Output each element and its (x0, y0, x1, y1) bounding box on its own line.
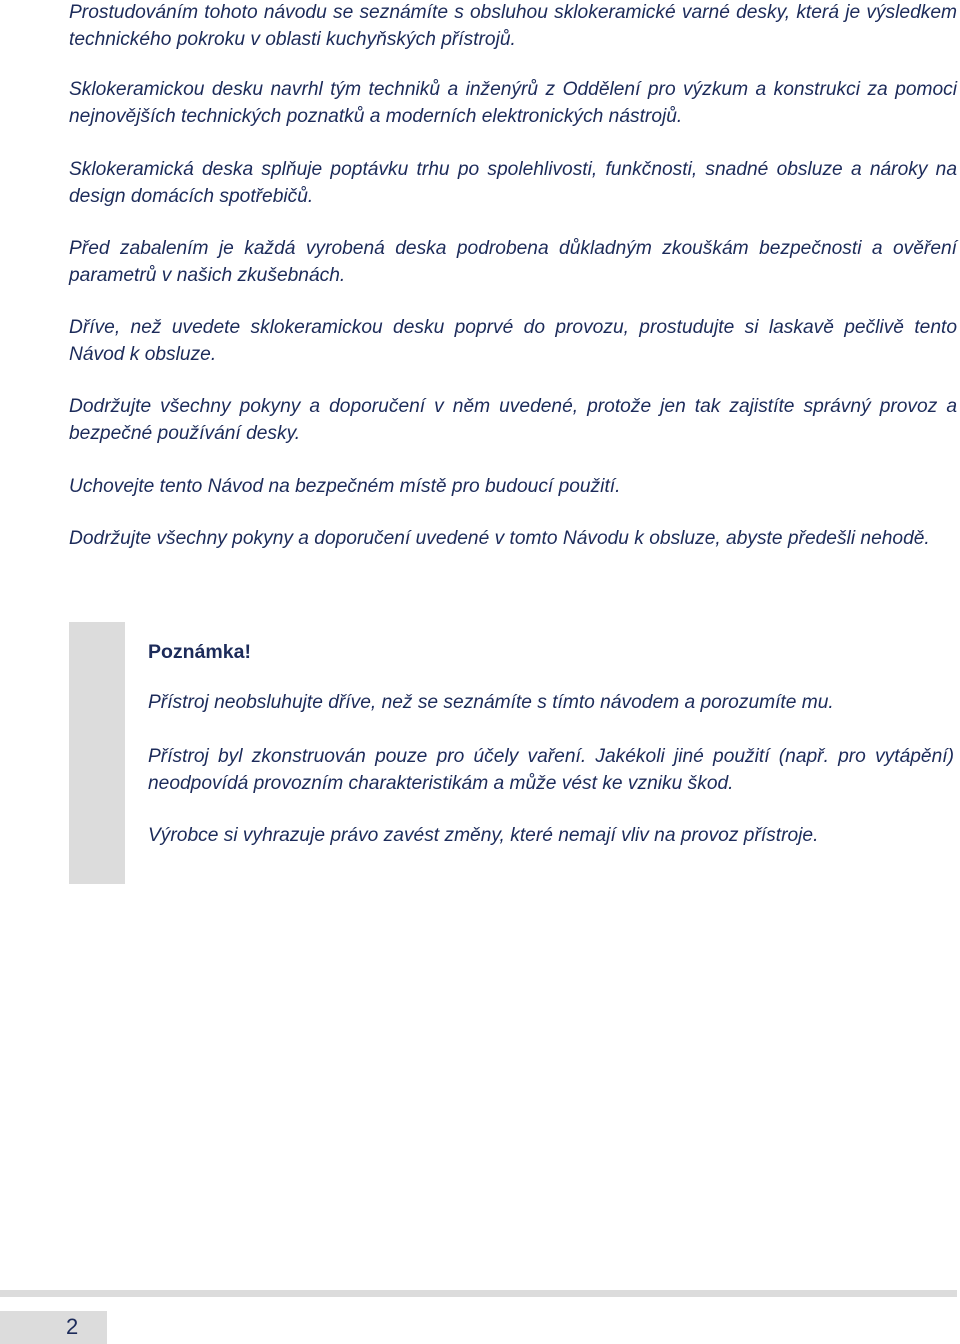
footer-rule (0, 1290, 957, 1297)
note-paragraph-1: Přístroj neobsluhujte dříve, než se seznámíte s tímto návodem a porozumíte mu. (148, 692, 834, 713)
note-side-bar (69, 622, 125, 884)
intro-paragraph-6: Dodržujte všechny pokyny a doporučení v něm uvedené, protože jen tak zajistíte správný provoz a bezpečné používání desky. (69, 396, 957, 444)
intro-paragraph-3: Sklokeramická deska splňuje poptávku trhu po spolehlivosti, funkčnosti, snadné obsluze a nároky na design domácích spotřebičů. (69, 159, 957, 207)
intro-paragraph-8: Dodržujte všechny pokyny a doporučení uvedené v tomto Návodu k obsluze, abyste předešli nehodě. (69, 528, 930, 549)
page-number-box (0, 1311, 107, 1344)
intro-paragraph-7: Uchovejte tento Návod na bezpečném místě pro budoucí použití. (69, 476, 621, 497)
note-paragraph-2: Přístroj byl zkonstruován pouze pro účely vaření. Jakékoli jiné použití (např. pro vytápění) neodpovídá provozním charakteristikám a může vést ke vzniku škod. (148, 746, 954, 794)
intro-paragraph-1: Prostudováním tohoto návodu se seznámíte s obsluhou sklokeramické varné desky, která je výsledkem technického pokroku v oblasti kuchyňských přístrojů. (69, 2, 957, 50)
intro-paragraph-5: Dříve, než uvedete sklokeramickou desku poprvé do provozu, prostudujte si laskavě pečlivě tento Návod k obsluze. (69, 317, 957, 365)
note-title: Poznámka! (148, 641, 251, 663)
intro-paragraph-4: Před zabalením je každá vyrobená deska podrobena důkladným zkouškám bezpečnosti a ověření parametrů v našich zkušebnách. (69, 238, 957, 286)
note-paragraph-3: Výrobce si vyhrazuje právo zavést změny, které nemají vliv na provoz přístroje. (148, 825, 819, 846)
note-box (69, 622, 957, 884)
intro-paragraph-2: Sklokeramickou desku navrhl tým techniků a inženýrů z Oddělení pro výzkum a konstrukci za pomoci nejnovějších technických poznatků a moderních elektronických nástrojů. (69, 79, 957, 127)
page-number: 2 (66, 1314, 79, 1339)
